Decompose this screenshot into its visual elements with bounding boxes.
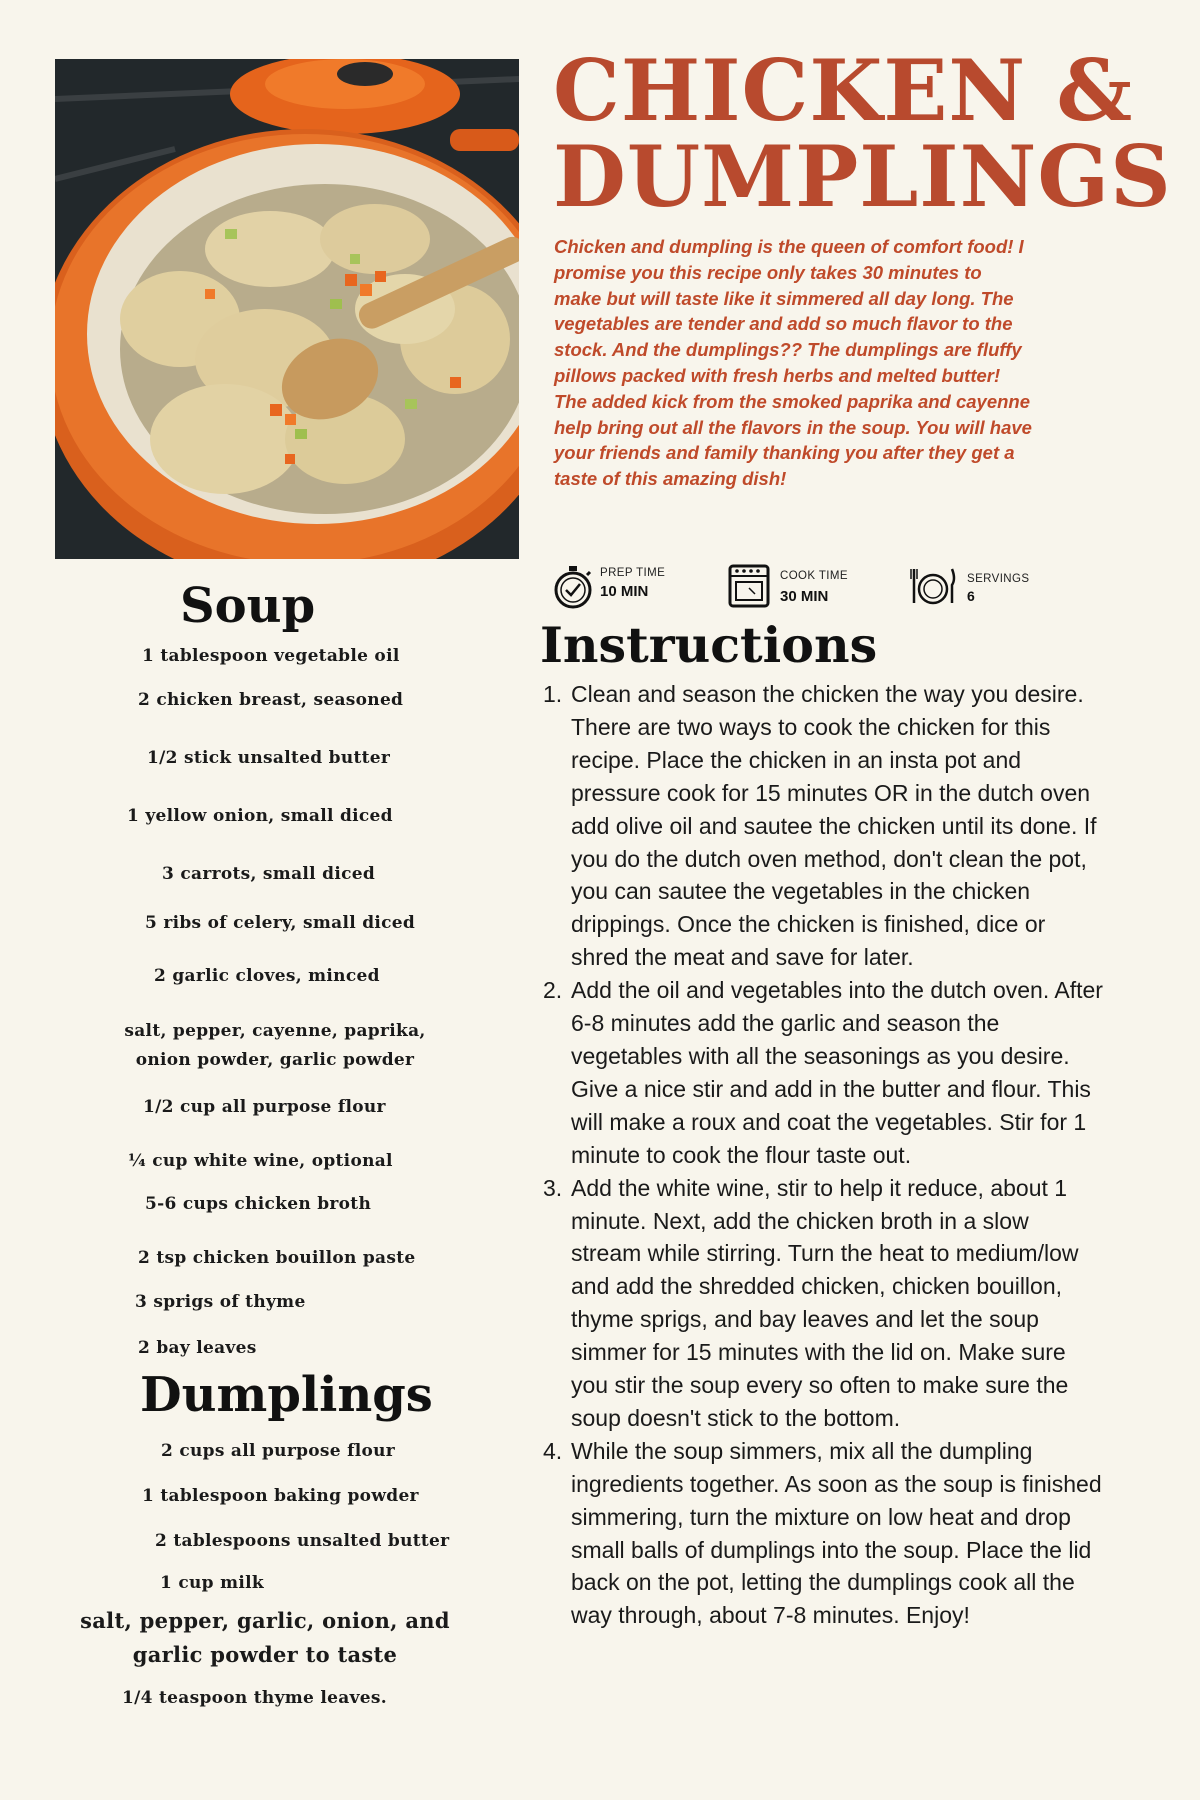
recipe-intro: Chicken and dumpling is the queen of comfort food! I promise you this recipe only takes 30 minutes to make but will taste like it simmered all day long. The vegetables are tender and add so much flavor to the stock. And the dumplings?? The dumplings are fluffy pillows packed with fresh herbs and melted butter! The added kick from the smoked paprika and cayenne help bring out all the flavors in the soup. You will have your friends and family thanking you after they get a taste of this amazing dish!	[554, 236, 1032, 490]
dumpling-seasonings	[80, 1604, 450, 1672]
dumpling-ingredient: 1/4 teaspoon thyme leaves.	[122, 1688, 387, 1708]
prep-time-stat	[552, 563, 692, 613]
step-number: 2.	[543, 977, 563, 1004]
recipe-stats	[552, 563, 1112, 613]
soup-ingredient: 3 carrots, small diced	[162, 864, 376, 884]
soup-seasonings-line1: salt, pepper, cayenne, paprika,	[124, 1021, 426, 1041]
servings-value: 6	[967, 588, 975, 604]
dumpling-ingredient: 1 tablespoon baking powder	[142, 1486, 419, 1506]
soup-ingredient-seasonings	[100, 1017, 450, 1075]
soup-seasonings-line2: onion powder, garlic powder	[135, 1050, 415, 1070]
soup-ingredient: 5-6 cups chicken broth	[145, 1194, 372, 1214]
step-number: 3.	[543, 1174, 563, 1201]
cook-time-label: COOK TIME	[780, 570, 848, 582]
dumpling-ingredient: 2 cups all purpose flour	[161, 1441, 396, 1461]
soup-ingredient: 2 chicken breast, seasoned	[138, 690, 404, 710]
prep-time-label: PREP TIME	[600, 567, 666, 579]
step-text: While the soup simmers, mix all the dumpling ingredients together. As soon as the soup is finished simmering, turn the mixture on low heat and drop small balls of dumplings into the soup. Place the lid back on the pot, letting the dumplings cook all the way through, about 7-8 minutes. Enjoy!	[571, 1437, 1102, 1629]
instructions-list	[543, 678, 1103, 1632]
step-text: Add the oil and vegetables into the dutch oven. After 6-8 minutes add the garlic and season the vegetables with all the seasonings as you desire. Give a nice stir and add in the butter and flour. This will make a roux and coat the vegetables. Stir for 1 minute to cook the flour taste out.	[571, 977, 1103, 1168]
cook-time-value: 30 MIN	[780, 588, 829, 605]
dumplings-heading: Dumplings	[140, 1367, 433, 1423]
dumpling-ingredient: 1 cup milk	[160, 1573, 264, 1593]
soup-ingredient: 2 garlic cloves, minced	[154, 966, 380, 986]
recipe-title-line2: DUMPLINGS	[553, 127, 1172, 226]
servings-stat	[909, 563, 1049, 613]
dumpling-seasonings-line1: salt, pepper, garlic, onion, and	[80, 1608, 450, 1633]
dumpling-seasonings-line2: garlic powder to taste	[132, 1642, 398, 1667]
oven-icon	[727, 563, 771, 609]
dumpling-ingredient: 2 tablespoons unsalted butter	[155, 1531, 450, 1551]
soup-ingredient: ¼ cup white wine, optional	[128, 1151, 393, 1171]
recipe-photo	[55, 59, 519, 559]
soup-ingredient: 1 tablespoon vegetable oil	[142, 646, 400, 666]
plate-utensils-icon	[909, 563, 957, 609]
soup-ingredient: 1 yellow onion, small diced	[127, 806, 393, 826]
instruction-step	[543, 974, 1103, 1171]
instruction-step	[543, 1435, 1103, 1632]
recipe-title-line1: CHICKEN &	[553, 41, 1134, 140]
cook-time-stat	[727, 563, 867, 613]
soup-ingredient: 1/2 stick unsalted butter	[147, 748, 391, 768]
soup-ingredient: 5 ribs of celery, small diced	[145, 913, 416, 933]
instruction-step	[543, 1172, 1103, 1435]
step-text: Add the white wine, stir to help it reduce, about 1 minute. Next, add the chicken broth in a slow stream while stirring. Turn the heat to medium/low and add the shredded chicken, chicken bouillon, thyme sprigs, and bay leaves and let the soup simmer for 15 minutes with the lid on. Make sure you stir the soup every so often to make sure the soup doesn't stick to the bottom.	[571, 1174, 1079, 1431]
stopwatch-icon	[552, 563, 594, 611]
servings-label: SERVINGS	[967, 573, 1030, 585]
instructions-heading: Instructions	[540, 616, 878, 674]
step-text: Clean and season the chicken the way you desire. There are two ways to cook the chicken for this recipe. Place the chicken in an insta pot and pressure cook for 15 minutes OR in the dutch oven add olive oil and sautee the chicken until its done. If you do the dutch oven method, don't clean the pot, you can sautee the vegetables in the chicken drippings. Once the chicken is finished, dice or shred the meat and save for later.	[571, 681, 1097, 971]
step-number: 4.	[543, 1437, 563, 1464]
instruction-step	[543, 678, 1103, 974]
soup-ingredient: 1/2 cup all purpose flour	[143, 1097, 386, 1117]
step-number: 1.	[543, 681, 563, 707]
soup-heading: Soup	[180, 578, 316, 634]
soup-ingredient: 2 bay leaves	[138, 1338, 257, 1358]
soup-ingredient: 2 tsp chicken bouillon paste	[138, 1248, 416, 1268]
prep-time-value: 10 MIN	[600, 583, 649, 600]
recipe-title	[553, 41, 1173, 226]
soup-ingredient: 3 sprigs of thyme	[135, 1292, 306, 1312]
chicken-dumplings-pot-illustration	[55, 59, 519, 559]
